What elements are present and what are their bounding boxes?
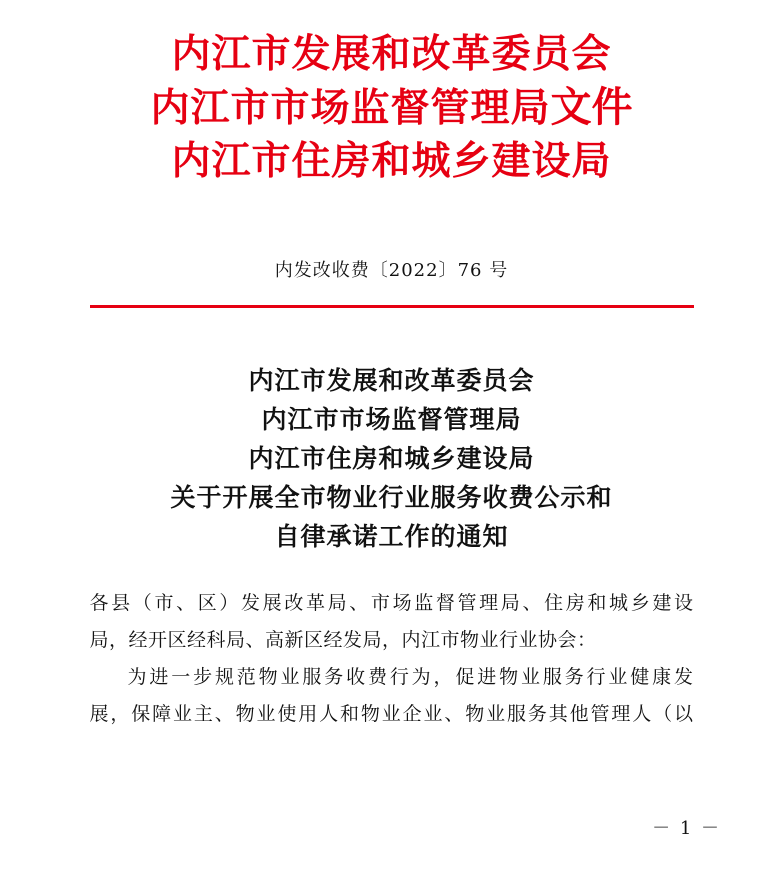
masthead-line-1 — [0, 28, 783, 81]
masthead-line-3-text: 内江市住房和城乡建设局 — [171, 138, 612, 184]
document-body — [90, 585, 694, 733]
masthead-line-2 — [0, 81, 783, 135]
title-line-1: 内江市发展和改革委员会 — [248, 366, 535, 395]
red-divider-rule — [90, 305, 694, 308]
title-line-3: 内江市住房和城乡建设局 — [248, 444, 535, 473]
title-line-5: 自律承诺工作的通知 — [274, 522, 509, 551]
title-line-4: 关于开展全市物业行业服务收费公示和 — [170, 483, 613, 512]
masthead-line-2-text: 内江市市场监督管理局 — [150, 85, 551, 131]
masthead — [0, 0, 783, 188]
body-paragraph-2-line-1: 为进一步规范物业服务收费行为，促进物业服务行业健康发 — [127, 666, 694, 688]
title-line-2: 内江市市场监督管理局 — [261, 405, 522, 434]
masthead-suffix-wenjian: 文件 — [550, 83, 633, 131]
document-number: 内发改收费〔2022〕76 号 — [274, 260, 509, 281]
masthead-line-3 — [0, 135, 783, 188]
body-paragraph-1-line-1: 各县（市、区）发展改革局、市场监督管理局、住房和城乡建设 — [89, 592, 694, 614]
body-paragraph-1-line-2: 局，经开区经科局、高新区经发局，内江市物业行业协会： — [89, 629, 597, 651]
document-title — [0, 361, 783, 556]
page-number: － 1 － — [652, 818, 721, 839]
masthead-line-1-text: 内江市发展和改革委员会 — [171, 31, 612, 77]
body-paragraph-2-line-2: 展，保障业主、物业使用人和物业企业、物业服务其他管理人（以 — [89, 703, 694, 725]
